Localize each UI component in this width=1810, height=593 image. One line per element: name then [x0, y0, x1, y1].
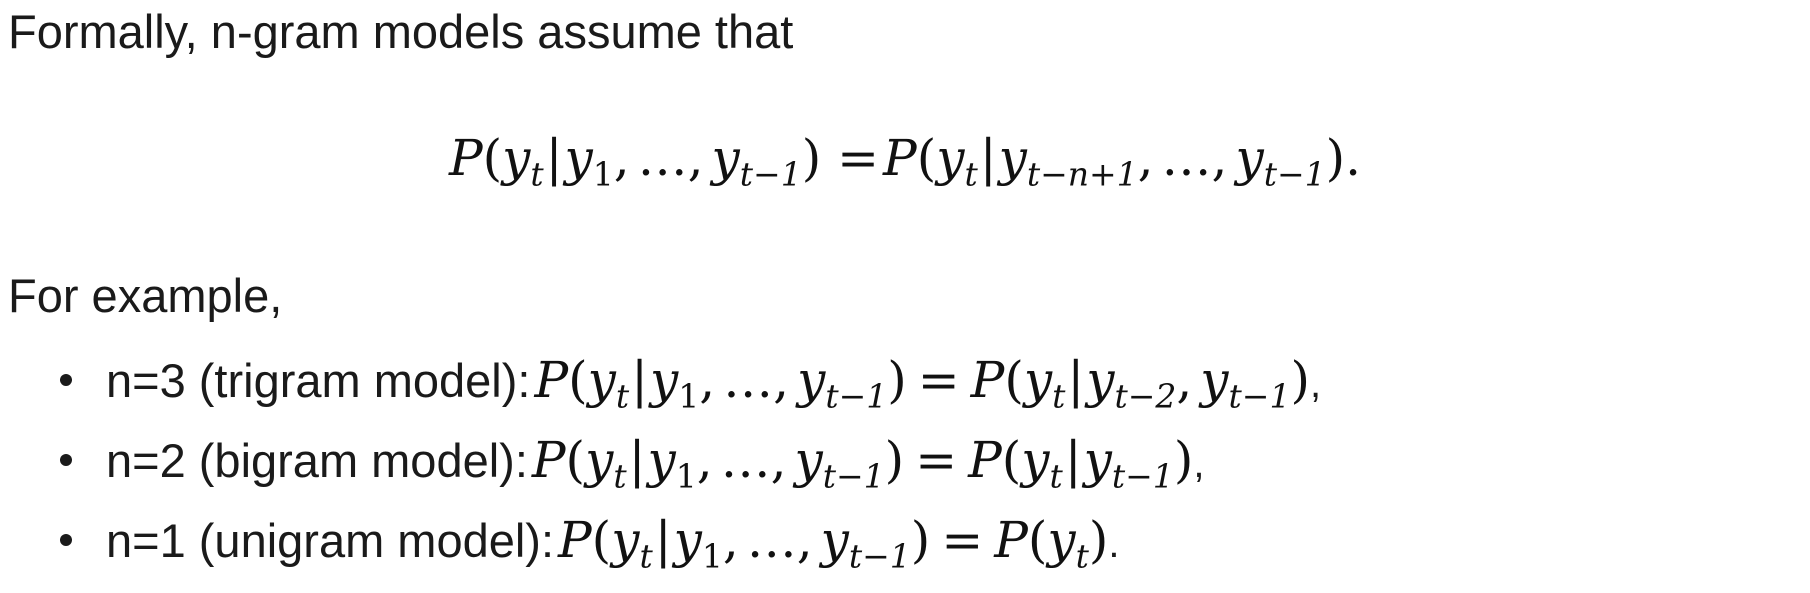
list-item: n=1 (unigram model): $P(y_t|y_1$, …, $y_{t-1}) = P(y_t)$.	[8, 500, 1321, 580]
equals-sign: =	[837, 129, 880, 187]
example-equation: $P(y_t|y_1$, …, $y_{t-1}) = P(y_t|y_{t-2}$, $y_{t-1}$)	[534, 351, 1310, 416]
example-equation: $P(y_t|y_1$, …, $y_{t-1}) = P(y_t|y_{t-1})$	[531, 431, 1194, 496]
intro-sentence: Formally, n-gram models assume that	[8, 5, 794, 58]
document-page	[8, 0, 1802, 578]
example-label: n=2 (bigram model):	[106, 434, 528, 487]
example-label: n=3 (trigram model):	[106, 354, 531, 407]
bullet-dot-icon	[60, 534, 72, 546]
examples-lead: For example,	[8, 269, 283, 322]
list-item: n=2 (bigram model): $P(y_t|y_1$, …, $y_{t-1}) = P(y_t|y_{t-1})$,	[8, 420, 1321, 500]
bullet-dot-icon	[60, 374, 72, 386]
example-equation: $P(y_t|y_1$, …, $y_{t-1}) = P(y_t)$	[558, 511, 1109, 576]
ngram-assumption-equation	[8, 118, 1802, 211]
equation-lhs: $P(y_t|y_1$, …, $y_{t-1}$)	[448, 129, 838, 194]
examples-list	[8, 340, 1321, 580]
list-item: n=3 (trigram model): $P(y_t|y_1$, …, $y_{t-1}) = P(y_t|y_{t-2}$, $y_{t-1}$),	[8, 340, 1321, 420]
example-label: n=1 (unigram model):	[106, 514, 555, 567]
equation-rhs: $P(y_t|y_{t-n+1}$, …, $y_{t-1}$).	[883, 129, 1362, 194]
bullet-dot-icon	[60, 454, 72, 466]
